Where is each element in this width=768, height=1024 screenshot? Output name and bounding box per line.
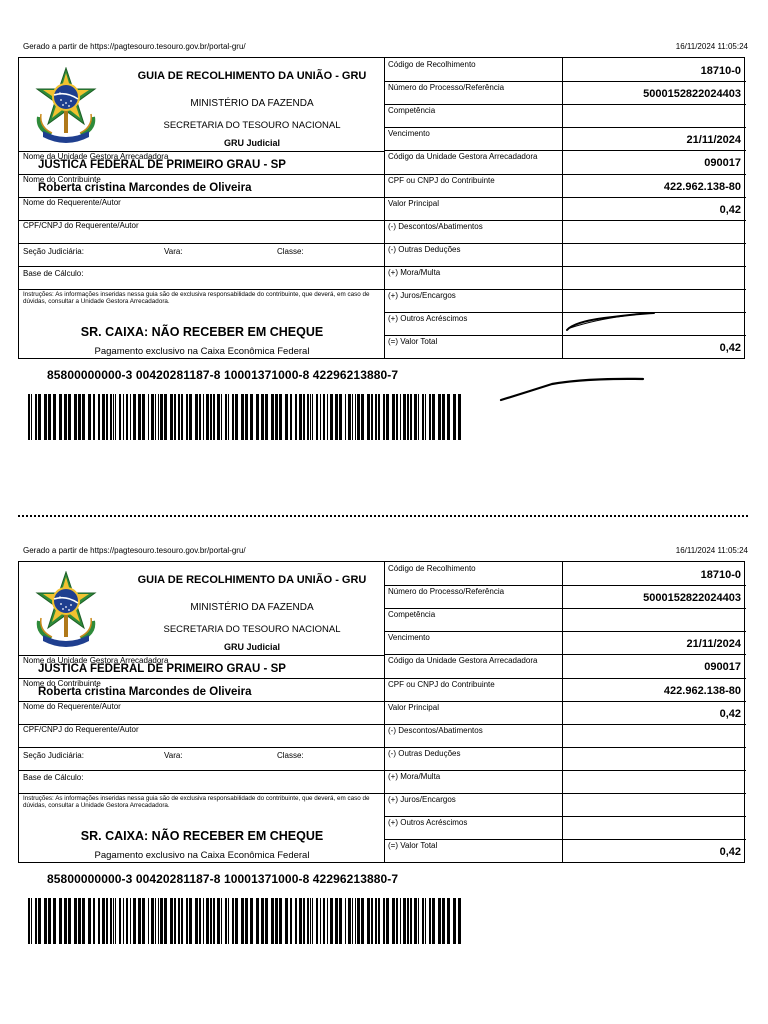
row-divider	[19, 793, 385, 794]
ministry-name: MINISTÉRIO DA FAZENDA	[190, 98, 314, 109]
value-column-divider	[562, 562, 563, 862]
digitable-line: 85800000000-3 00420281187-8 10001371000-8 42296213880-7	[47, 368, 399, 382]
requerente-label: Nome do Requerente/Autor	[23, 702, 121, 711]
row-divider	[19, 243, 385, 244]
form-subtitle: GRU Judicial	[223, 642, 280, 652]
field-label: Número do Processo/Referência	[388, 587, 505, 596]
field-label: Vencimento	[388, 129, 430, 138]
payment-note: Pagamento exclusivo na Caixa Econômica Federal	[94, 346, 310, 357]
row-divider	[19, 266, 385, 267]
field-label: (+) Mora/Multa	[388, 772, 441, 781]
field-value: 0,42	[719, 204, 741, 216]
row-divider	[19, 770, 385, 771]
field-value: 090017	[704, 157, 741, 169]
brazil-coat-of-arms-icon	[33, 571, 99, 647]
row-divider	[384, 747, 746, 748]
field-label: (+) Mora/Multa	[388, 268, 441, 277]
field-label: Vencimento	[388, 633, 430, 642]
field-label: Número do Processo/Referência	[388, 83, 505, 92]
ministry-name: MINISTÉRIO DA FAZENDA	[190, 602, 314, 613]
field-label: Valor Principal	[388, 703, 439, 712]
field-value: 21/11/2024	[686, 134, 741, 146]
secao-label: Seção Judiciária:	[23, 751, 84, 760]
field-value: 21/11/2024	[686, 638, 741, 650]
form-header	[19, 58, 385, 151]
row-divider	[384, 770, 746, 771]
field-value: 422.962.138-80	[663, 685, 741, 697]
field-label: (-) Descontos/Abatimentos	[388, 726, 483, 735]
requerente-label: Nome do Requerente/Autor	[23, 198, 121, 207]
contributor-value: Roberta cristina Marcondes de Oliveira	[38, 686, 252, 698]
cut-line	[18, 515, 748, 517]
field-label: Código da Unidade Gestora Arrecadadora	[388, 152, 538, 161]
classe-label: Classe:	[277, 247, 304, 256]
field-label: Competência	[388, 106, 436, 115]
base-calculo-label: Base de Cálculo:	[23, 773, 84, 782]
field-label: (-) Outras Deduções	[388, 245, 461, 254]
form-title: GUIA DE RECOLHIMENTO DA UNIÃO - GRU	[137, 574, 367, 586]
vara-label: Vara:	[164, 751, 183, 760]
field-label: (+) Juros/Encargos	[388, 795, 456, 804]
row-divider	[384, 608, 746, 609]
row-divider	[384, 816, 746, 817]
field-value: 5000152822024403	[643, 592, 741, 604]
caixa-warning: SR. CAIXA: NÃO RECEBER EM CHEQUE	[80, 325, 324, 339]
row-divider	[384, 220, 746, 221]
row-divider	[384, 174, 746, 175]
field-value: 0,42	[719, 846, 741, 858]
barcode-icon	[28, 898, 462, 944]
row-divider	[384, 150, 746, 151]
row-divider	[384, 654, 746, 655]
digitable-line: 85800000000-3 00420281187-8 10001371000-8 42296213880-7	[47, 872, 399, 886]
payment-note: Pagamento exclusivo na Caixa Econômica Federal	[94, 850, 310, 861]
form-subtitle: GRU Judicial	[223, 138, 280, 148]
row-divider	[384, 585, 746, 586]
row-divider	[384, 81, 746, 82]
field-label: (-) Outras Deduções	[388, 749, 461, 758]
row-divider	[384, 335, 746, 336]
instructions-text: Instruções: As informações inseridas nessa guia são de exclusiva responsabilidade do contribuinte, que deverá, em caso de dúvidas, consultar a Unidade Gestora Arrecadadora.	[23, 291, 370, 305]
contributor-label: Nome do Contribuinte	[23, 175, 101, 184]
field-label: CPF ou CNPJ do Contribuinte	[388, 176, 495, 185]
gru-form	[18, 561, 745, 863]
field-value: 18710-0	[700, 569, 741, 581]
secretariat-name: SECRETARIA DO TESOURO NACIONAL	[163, 120, 341, 131]
generated-datetime: 16/11/2024 11:05:24	[675, 42, 748, 51]
row-divider	[384, 793, 746, 794]
pen-scribble-mark	[564, 308, 658, 334]
ug-label: Nome da Unidade Gestora Arrecadadora	[23, 152, 169, 161]
row-divider	[384, 243, 746, 244]
field-label: (+) Outros Acréscimos	[388, 314, 468, 323]
contributor-value: Roberta cristina Marcondes de Oliveira	[38, 182, 252, 194]
field-value: 422.962.138-80	[663, 181, 741, 193]
column-divider	[384, 562, 385, 862]
field-value: 0,42	[719, 342, 741, 354]
ug-label: Nome da Unidade Gestora Arrecadadora	[23, 656, 169, 665]
base-calculo-label: Base de Cálculo:	[23, 269, 84, 278]
column-divider	[384, 58, 385, 358]
form-title: GUIA DE RECOLHIMENTO DA UNIÃO - GRU	[137, 70, 367, 82]
caixa-warning: SR. CAIXA: NÃO RECEBER EM CHEQUE	[80, 829, 324, 843]
gru-slip	[0, 0, 768, 460]
gru-slip	[0, 504, 768, 964]
contributor-label: Nome do Contribuinte	[23, 679, 101, 688]
field-label: (=) Valor Total	[388, 841, 438, 850]
row-divider	[384, 701, 746, 702]
field-label: (=) Valor Total	[388, 337, 438, 346]
classe-label: Classe:	[277, 751, 304, 760]
field-label: Código da Unidade Gestora Arrecadadora	[388, 656, 538, 665]
field-value: 090017	[704, 661, 741, 673]
row-divider	[384, 289, 746, 290]
cpf-requerente-label: CPF/CNPJ do Requerente/Autor	[23, 221, 139, 230]
field-label: CPF ou CNPJ do Contribuinte	[388, 680, 495, 689]
field-value: 5000152822024403	[643, 88, 741, 100]
brazil-coat-of-arms-icon	[33, 67, 99, 143]
vara-label: Vara:	[164, 247, 183, 256]
field-value: 18710-0	[700, 65, 741, 77]
field-label: Valor Principal	[388, 199, 439, 208]
field-label: Código de Recolhimento	[388, 60, 476, 69]
cpf-requerente-label: CPF/CNPJ do Requerente/Autor	[23, 725, 139, 734]
row-divider	[384, 266, 746, 267]
pen-scribble-mark	[497, 372, 647, 404]
form-header	[19, 562, 385, 655]
barcode-icon	[28, 394, 462, 440]
instructions-text: Instruções: As informações inseridas nessa guia são de exclusiva responsabilidade do contribuinte, que deverá, em caso de dúvidas, consultar a Unidade Gestora Arrecadadora.	[23, 795, 370, 809]
secretariat-name: SECRETARIA DO TESOURO NACIONAL	[163, 624, 341, 635]
field-label: Competência	[388, 610, 436, 619]
generated-from-text: Gerado a partir de https://pagtesouro.tesouro.gov.br/portal-gru/	[23, 42, 246, 51]
field-label: (+) Juros/Encargos	[388, 291, 456, 300]
field-label: Código de Recolhimento	[388, 564, 476, 573]
secao-label: Seção Judiciária:	[23, 247, 84, 256]
row-divider	[384, 104, 746, 105]
generated-from-text: Gerado a partir de https://pagtesouro.tesouro.gov.br/portal-gru/	[23, 546, 246, 555]
row-divider	[384, 839, 746, 840]
field-value: 0,42	[719, 708, 741, 720]
row-divider	[384, 197, 746, 198]
field-label: (+) Outros Acréscimos	[388, 818, 468, 827]
ug-value: JUSTICA FEDERAL DE PRIMEIRO GRAU - SP	[38, 663, 286, 675]
row-divider	[19, 289, 385, 290]
row-divider	[384, 724, 746, 725]
field-label: (-) Descontos/Abatimentos	[388, 222, 483, 231]
row-divider	[384, 127, 746, 128]
row-divider	[384, 678, 746, 679]
ug-value: JUSTICA FEDERAL DE PRIMEIRO GRAU - SP	[38, 159, 286, 171]
row-divider	[384, 631, 746, 632]
generated-datetime: 16/11/2024 11:05:24	[675, 546, 748, 555]
row-divider	[19, 747, 385, 748]
value-column-divider	[562, 58, 563, 358]
